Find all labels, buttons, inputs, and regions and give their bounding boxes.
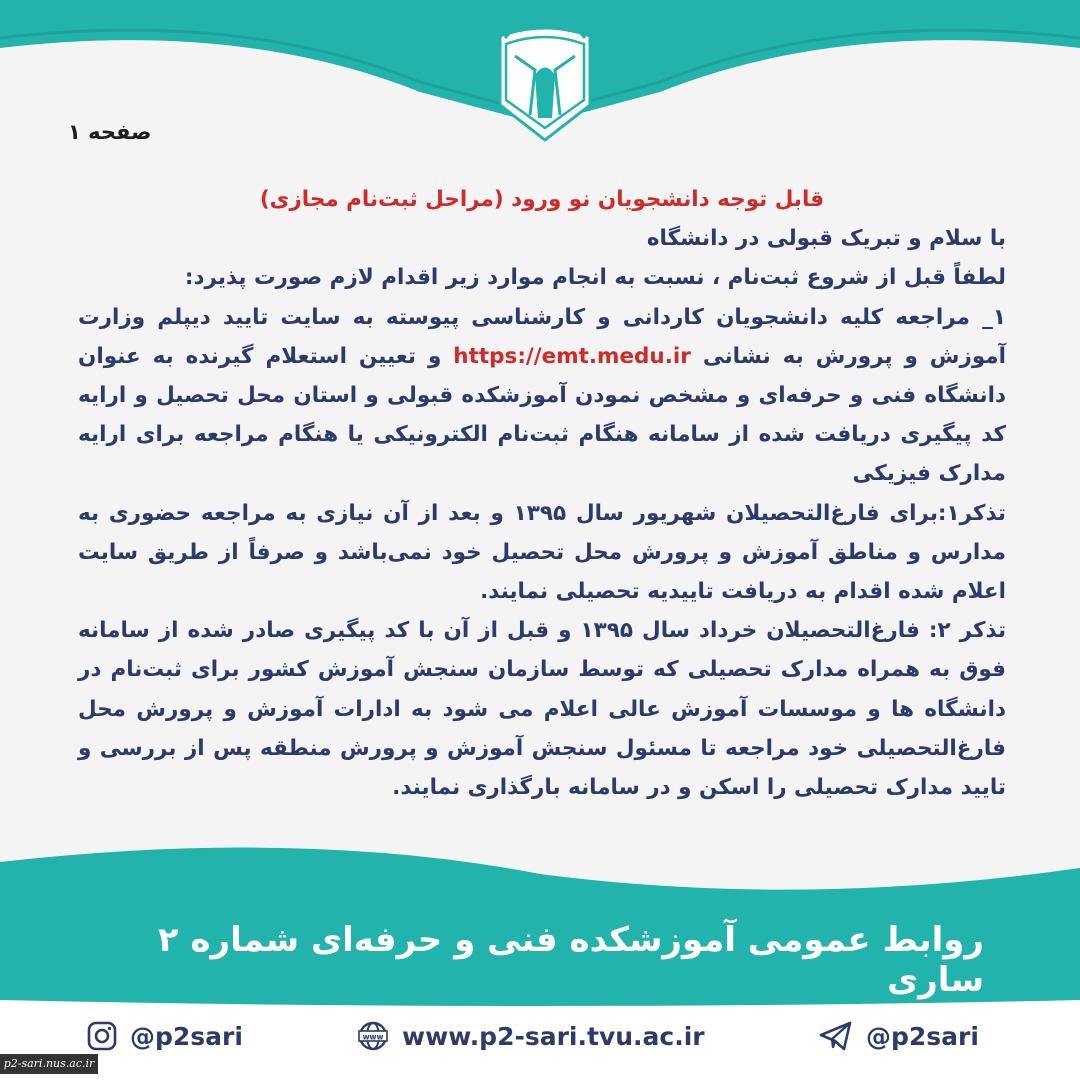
website-url-text: www.p2-sari.tvu.ac.ir [402,1021,705,1051]
announcement-title: قابل توجه دانشجویان نو ورود (مراحل ثبت‌نام مجازی) [259,187,825,212]
telegram-handle[interactable] [818,1016,979,1056]
intro-text: لطفاً قبل از شروع ثبت‌نام ، نسبت به انجام موارد زیر اقدام لازم صورت پذیرد: [184,265,1006,291]
note-1-paragraph: تذکر۱:برای فارغ‌التحصیلان شهریور سال ۱۳۹۵ و بعد از آن نیازی به مراجعه حضوری به مدارس و مناطق آموزش و پرورش محل تحصیل خود نمی‌باشد و صرفاً از طریق سایت اعلام شده اقدام به دریافت تاییدیه تحصیلی نمایند. [78,500,1006,605]
instagram-handle-text: @p2sari [130,1021,243,1051]
note-2-paragraph: تذکر ۲: فارغ‌التحصیلان خرداد سال ۱۳۹۵ و قبل از آن با کد پیگیری صادر شده از سامانه فوق به همراه مدارک تحصیلی که توسط سازمان سنجش آموزش کشور برای ثبت‌نام در دانشگاه ها و موسسات آموزش عالی اعلام می شود به ادارات آموزش و پرورش محل فارغ‌التحصیلی خود مراجعه تا مسئول سنجش آموزش و پرورش منطقه پس از بررسی و تایید مدارک تحصیلی را اسکن و در سامانه بارگذاری نمایند. [78,618,1007,801]
instagram-icon [86,1020,118,1052]
telegram-icon [818,1019,854,1053]
medu-link[interactable]: https://emt.medu.ir [453,343,691,369]
svg-text:www: www [362,1032,384,1042]
greeting-text: با سلام و تبریک قبولی در دانشگاه [646,226,1006,252]
item-1-text-part2: و تعیین استعلام گیرنده به عنوان دانشگاه فنی و حرفه‌ای و مشخص نمودن آموزشکده قبولی و استان محل تحصیل و ارایه کد پیگیری دریافت شده از سامانه هنگام ثبت‌نام الکترونیکی یا هنگام مراجعه برای ارایه مدارک فیزیکی [78,343,1006,487]
item-1-text-part1: ۱_ مراجعه کلیه دانشجویان کاردانی و کارشناسی پیوسته به سایت تایید دیپلم وزارت آموزش و پرورش به نشانی [78,304,1006,369]
university-logo-icon [500,20,590,140]
globe-icon [356,1019,390,1053]
instagram-handle[interactable] [86,1016,243,1056]
page-number-label: صفحه ۱ [68,120,152,144]
footer-title: روابط عمومی آموزشکده فنی و حرفه‌ای شماره ۲ ساری [157,920,984,1000]
telegram-handle-text: @p2sari [866,1021,979,1051]
announcement-body [78,180,1006,807]
website-link[interactable] [356,1016,705,1056]
item-1-paragraph [78,298,1006,494]
watermark: p2-sari.nus.ac.ir [0,1054,98,1074]
